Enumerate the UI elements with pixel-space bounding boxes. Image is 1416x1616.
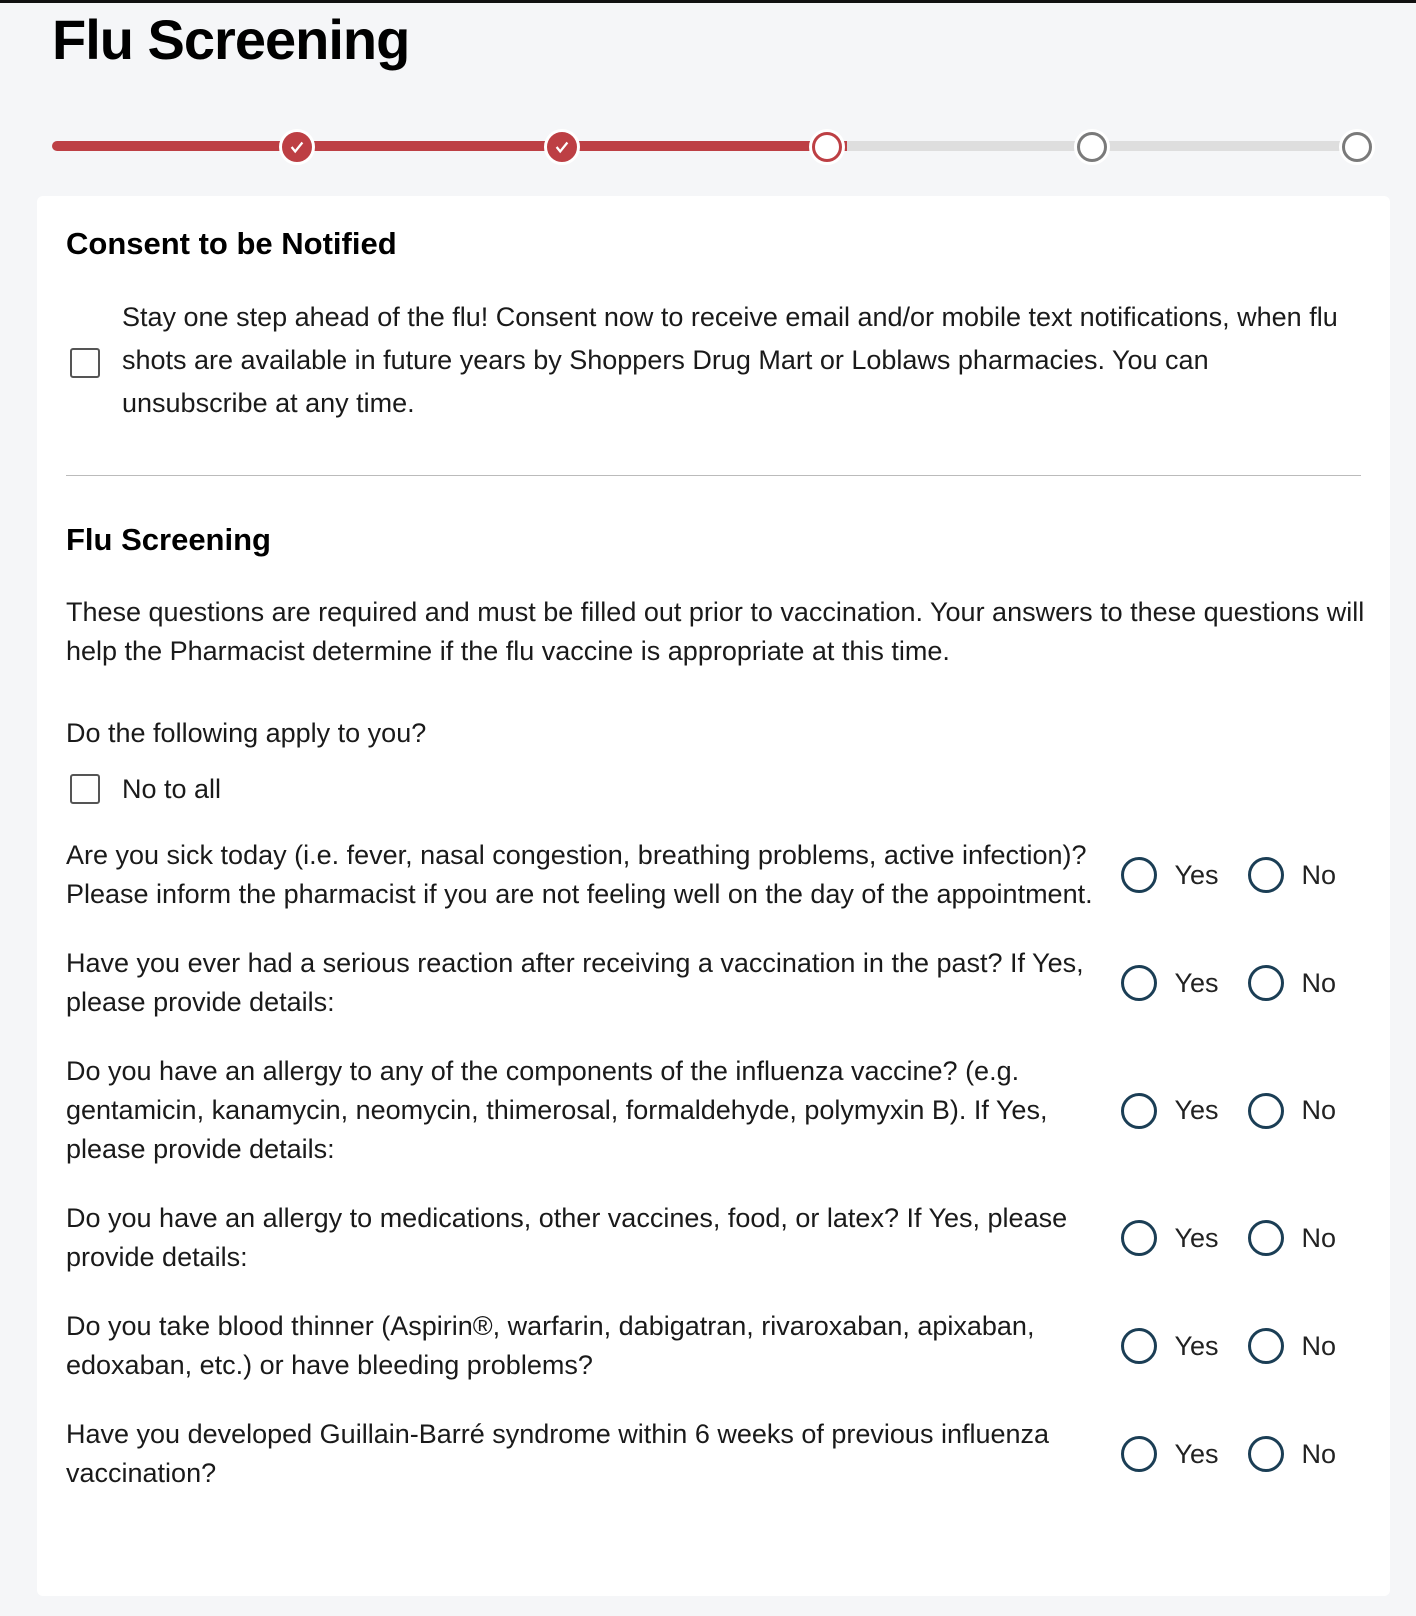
question-text: Do you have an allergy to medications, other vaccines, food, or latex? If Yes, please provide details: bbox=[66, 1203, 1068, 1272]
yes-label[interactable]: Yes bbox=[1174, 1095, 1219, 1125]
question-text: Are you sick today (i.e. fever, nasal congestion, breathing problems, active infection)? Please inform the pharmacist if you are not feeling well on the day of the appointment. bbox=[66, 840, 1093, 909]
yes-radio[interactable] bbox=[1121, 857, 1157, 893]
no-radio[interactable] bbox=[1248, 1093, 1284, 1129]
no-to-all-checkbox[interactable] bbox=[70, 774, 100, 804]
yes-no-group bbox=[1121, 965, 1366, 1001]
step-1-complete bbox=[279, 129, 315, 165]
question-row bbox=[66, 944, 1366, 1022]
step-4 bbox=[1074, 129, 1110, 165]
consent-heading: Consent to be Notified bbox=[66, 226, 397, 261]
screening-intro: These questions are required and must be filled out prior to vaccination. Your answers to these questions will help the Pharmacist determine if the flu vaccine is appropriate at this time. bbox=[66, 597, 1365, 666]
yes-no-group bbox=[1121, 1220, 1366, 1256]
no-label[interactable]: No bbox=[1301, 1438, 1336, 1469]
yes-no-group bbox=[1121, 857, 1366, 893]
no-label[interactable]: No bbox=[1301, 1330, 1336, 1361]
step-5 bbox=[1339, 129, 1375, 165]
no-label[interactable]: No bbox=[1301, 1222, 1336, 1253]
yes-radio[interactable] bbox=[1121, 965, 1157, 1001]
yes-label[interactable]: Yes bbox=[1174, 1222, 1219, 1253]
yes-radio[interactable] bbox=[1121, 1436, 1157, 1472]
question-text: Have you developed Guillain-Barré syndrome within 6 weeks of previous influenza vaccination? bbox=[66, 1419, 1050, 1488]
page-title: Flu Screening bbox=[52, 8, 410, 71]
consent-checkbox[interactable] bbox=[70, 348, 100, 378]
section-divider bbox=[66, 475, 1361, 476]
yes-label[interactable]: Yes bbox=[1174, 1438, 1219, 1469]
check-icon bbox=[553, 138, 571, 156]
yes-radio[interactable] bbox=[1121, 1093, 1157, 1129]
no-label[interactable]: No bbox=[1301, 1095, 1336, 1125]
progress-stepper bbox=[52, 129, 1372, 163]
no-radio[interactable] bbox=[1248, 857, 1284, 893]
consent-text: Stay one step ahead of the flu! Consent now to receive email and/or mobile text notifications, when flu shots are available in future years by Shoppers Drug Mart or Loblaws pharmacies. You can unsubscribe at any time. bbox=[122, 302, 1338, 418]
no-radio[interactable] bbox=[1248, 1436, 1284, 1472]
step-3-current bbox=[809, 129, 845, 165]
screening-heading: Flu Screening bbox=[66, 522, 271, 557]
yes-no-group bbox=[1121, 1328, 1366, 1364]
question-row bbox=[66, 1199, 1366, 1277]
yes-label[interactable]: Yes bbox=[1174, 859, 1219, 890]
yes-label[interactable]: Yes bbox=[1174, 1330, 1219, 1361]
question-text: Do you have an allergy to any of the components of the influenza vaccine? (e.g. gentamicin, kanamycin, neomycin, thimerosal, formaldehyde, polymyxin B). If Yes, please provide details: bbox=[66, 1056, 1048, 1164]
yes-label[interactable]: Yes bbox=[1174, 967, 1219, 998]
question-row bbox=[66, 1415, 1366, 1493]
check-icon bbox=[288, 138, 306, 156]
no-radio[interactable] bbox=[1248, 965, 1284, 1001]
no-radio[interactable] bbox=[1248, 1328, 1284, 1364]
no-label[interactable]: No bbox=[1301, 967, 1336, 998]
question-list bbox=[66, 836, 1366, 1523]
yes-radio[interactable] bbox=[1121, 1220, 1157, 1256]
step-2-complete bbox=[544, 129, 580, 165]
question-text: Have you ever had a serious reaction after receiving a vaccination in the past? If Yes, please provide details: bbox=[66, 948, 1084, 1017]
question-text: Do you take blood thinner (Aspirin®, warfarin, dabigatran, rivaroxaban, apixaban, edoxaban, etc.) or have bleeding problems? bbox=[66, 1311, 1035, 1380]
question-row bbox=[66, 836, 1366, 914]
yes-no-group bbox=[1121, 1436, 1366, 1472]
form-card bbox=[37, 196, 1390, 1596]
yes-radio[interactable] bbox=[1121, 1328, 1157, 1364]
question-row bbox=[66, 1052, 1366, 1169]
no-to-all-label[interactable]: No to all bbox=[122, 774, 222, 804]
no-label[interactable]: No bbox=[1301, 859, 1336, 890]
yes-no-group bbox=[1121, 1093, 1366, 1129]
progress-track-complete bbox=[52, 141, 847, 151]
no-radio[interactable] bbox=[1248, 1220, 1284, 1256]
screening-prompt: Do the following apply to you? bbox=[66, 718, 427, 748]
question-row bbox=[66, 1307, 1366, 1385]
